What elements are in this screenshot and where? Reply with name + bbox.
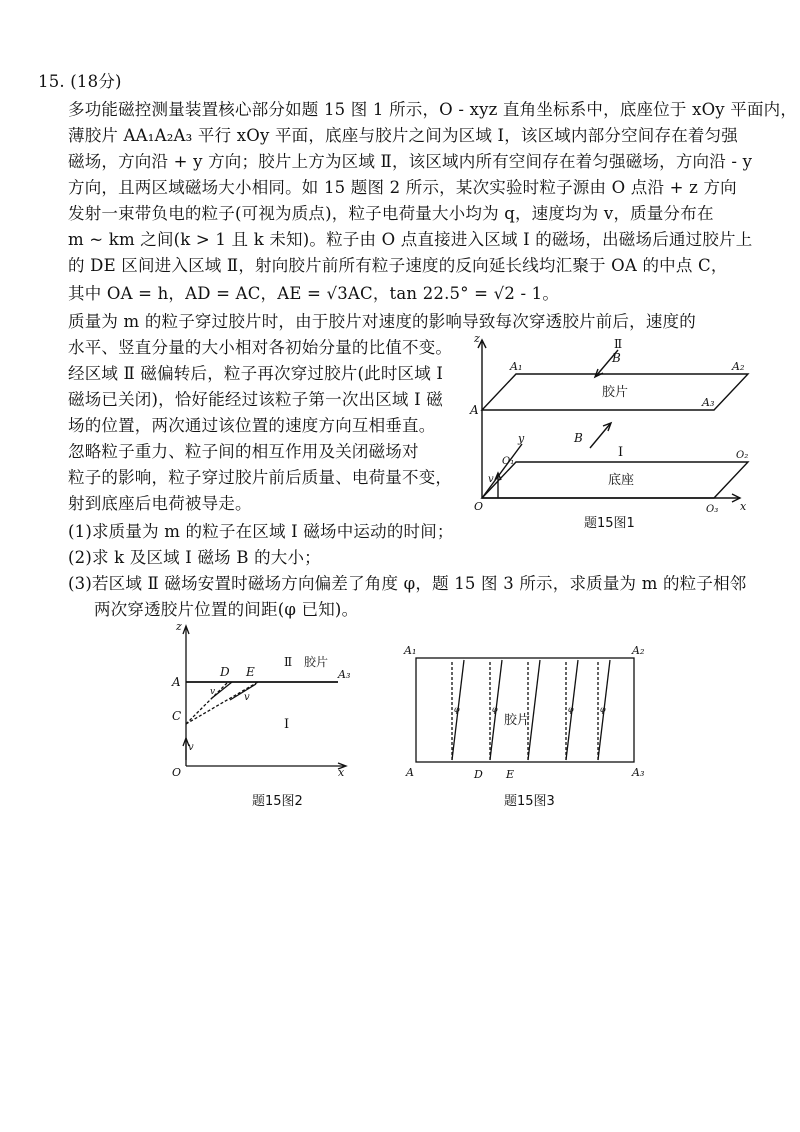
fig3-label-A: A [406, 766, 414, 779]
figure-1 [468, 330, 768, 530]
fig2-label-v1: v [210, 687, 216, 697]
fig2-label-E: E [246, 665, 255, 679]
fig3-label-A1: A₁ [404, 644, 417, 657]
fig2-v-arrow-2 [230, 684, 256, 700]
text-line-1: 多功能磁控测量装置核心部分如题 15 图 1 所示，O - xyz 直角坐标系中，底座位于 xOy 平面内， [68, 100, 798, 119]
text-line-10: 水平、竖直分量的大小相对各初始分量的比值不变。 [68, 338, 453, 357]
fig1-label-O: O [474, 500, 484, 513]
text-line-2: 薄胶片 AA₁A₂A₃ 平行 xOy 平面，底座与胶片之间为区域 Ⅰ，该区域内部分空间存在着匀强 [68, 126, 739, 145]
fig1-caption: 题15图1 [584, 516, 635, 531]
text-line-8: 其中 OA = h，AD = AC，AE = √3AC，tan 22.5° = √2 - 1。 [68, 284, 560, 303]
fig3-caption: 题15图3 [504, 794, 555, 809]
fig2-label-v0: v [188, 742, 194, 753]
text-line-13: 场的位置，两次通过该位置的速度方向互相垂直。 [68, 416, 436, 435]
fig3-phi-3: φ [568, 705, 574, 714]
fig1-label-v: v [488, 474, 494, 485]
fig1-label-z: z [474, 332, 480, 345]
fig3-label-A3: A₃ [632, 766, 645, 779]
fig2-label-II: Ⅱ [284, 655, 293, 669]
text-line-6: m ~ km 之间(k > 1 且 k 未知)。粒子由 O 点直接进入区域 Ⅰ 的磁场，出磁场后通过胶片上 [68, 230, 753, 249]
text-line-12: 磁场已关闭)，恰好能经过该粒子第一次出区域 Ⅰ 磁 [68, 390, 443, 409]
fig3-trajectory-3 [528, 660, 540, 760]
fig1-label-II: Ⅱ [614, 337, 623, 351]
fig1-label-O1: O₁ [502, 456, 515, 467]
fig1-label-A: A [470, 403, 479, 417]
question-3: (3)若区域 Ⅱ 磁场安置时磁场方向偏差了角度 φ，题 15 图 3 所示，求质量为 m 的粒子相邻 [68, 574, 747, 593]
text-line-5: 发射一束带负电的粒子(可视为质点)，粒子电荷量大小均为 q，速度均为 v，质量分布在 [68, 204, 714, 223]
fig1-label-O2: O₂ [736, 450, 749, 461]
text-line-15: 粒子的影响，粒子穿过胶片前后质量、电荷量不变， [68, 468, 453, 487]
fig1-label-O3: O₃ [706, 504, 719, 515]
fig3-phi-1: φ [454, 705, 460, 714]
fig1-label-A1: A₁ [510, 360, 523, 373]
fig1-label-B-mid: B [574, 431, 583, 445]
figure-3 [400, 638, 660, 786]
fig1-label-B-top: B [612, 351, 621, 365]
problem-number: 15. (18分) [38, 72, 122, 91]
fig2-label-D: D [220, 665, 230, 679]
text-line-11: 经区域 Ⅱ 磁偏转后，粒子再次穿过胶片(此时区域 Ⅰ [68, 364, 444, 383]
fig2-label-v2: v [244, 692, 250, 703]
text-line-16: 射到底座后电荷被导走。 [68, 494, 252, 513]
fig2-label-film: 胶片 [304, 655, 329, 669]
fig2-caption: 题15图2 [252, 794, 303, 809]
fig3-label-E: E [506, 768, 515, 781]
fig2-label-C: C [172, 709, 182, 723]
fig1-B-arrow-mid [590, 424, 610, 448]
question-2: (2)求 k 及区域 Ⅰ 磁场 B 的大小； [68, 548, 321, 567]
fig3-phi-4: φ [600, 705, 606, 714]
fig1-y-axis [482, 444, 522, 498]
fig1-label-y: y [518, 432, 525, 445]
text-line-9: 质量为 m 的粒子穿过胶片时，由于胶片对速度的影响导致每次穿透胶片前后，速度的 [68, 312, 696, 331]
question-3-cont: 两次穿透胶片位置的间距(φ 已知)。 [94, 600, 359, 619]
fig3-label-film: 胶片 [504, 713, 531, 728]
fig2-label-x: x [338, 766, 345, 779]
fig1-label-A3: A₃ [702, 396, 715, 409]
fig2-label-z: z [176, 620, 182, 633]
fig2-label-A: A [172, 675, 181, 689]
fig1-label-film: 胶片 [602, 385, 629, 400]
text-line-3: 磁场，方向沿 + y 方向；胶片上方为区域 Ⅱ，该区域内所有空间存在着匀强磁场，方向沿 - y [68, 152, 753, 171]
text-line-7: 的 DE 区间进入区域 Ⅱ，射向胶片前所有粒子速度的反向延长线均汇聚于 OA 的中点 C， [68, 256, 728, 275]
fig3-phi-2: φ [492, 705, 498, 714]
fig1-label-base: 底座 [608, 473, 635, 488]
fig3-label-D: D [474, 768, 483, 781]
fig1-label-A2: A₂ [732, 360, 745, 373]
fig2-label-O: O [172, 766, 182, 779]
fig2-label-A3: A₃ [338, 668, 351, 681]
fig3-label-A2: A₂ [632, 644, 645, 657]
question-1: (1)求质量为 m 的粒子在区域 Ⅰ 磁场中运动的时间； [68, 522, 454, 541]
text-line-14: 忽略粒子重力、粒子间的相互作用及关闭磁场对 [68, 442, 419, 461]
text-line-4: 方向，且两区域磁场大小相同。如 15 题图 2 所示，某次实验时粒子源由 O 点沿 + z 方向 [68, 178, 737, 197]
fig1-label-x: x [740, 500, 747, 513]
fig1-label-I: Ⅰ [618, 445, 624, 460]
fig2-label-I: Ⅰ [284, 717, 290, 732]
figure-2 [166, 620, 356, 780]
